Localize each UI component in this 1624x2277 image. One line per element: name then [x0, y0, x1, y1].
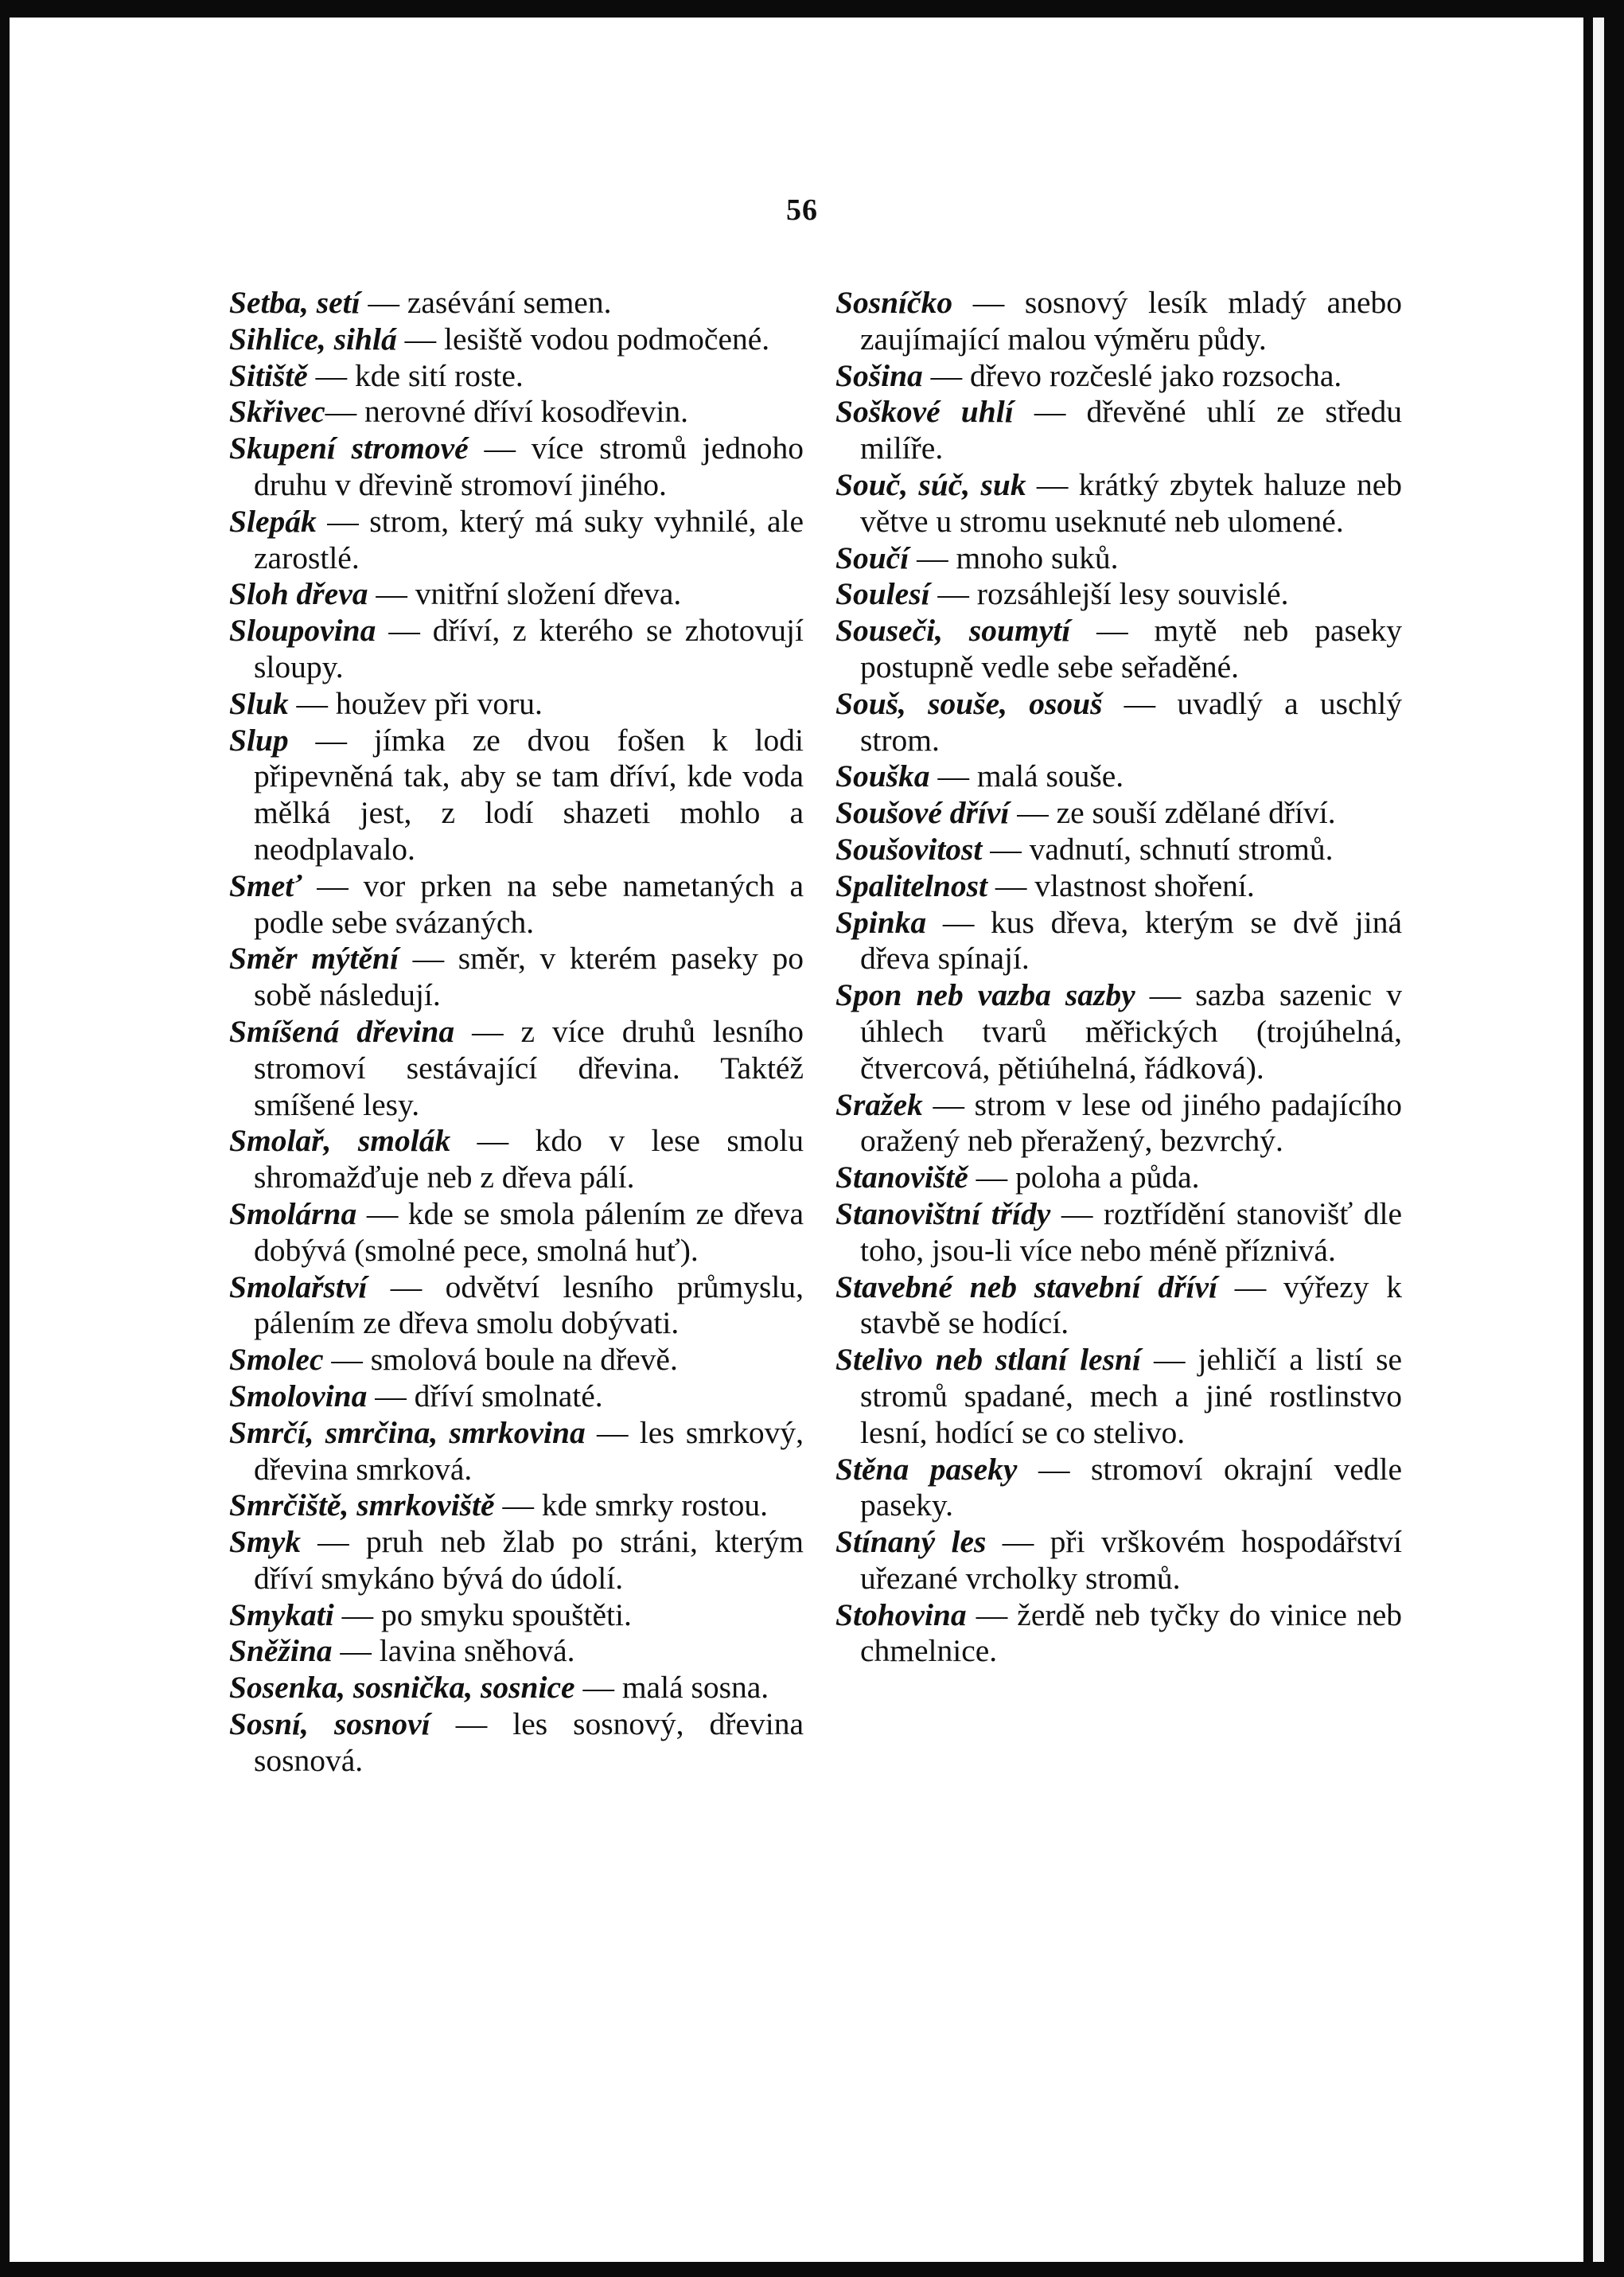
- dictionary-entry: [835, 1269, 1402, 1343]
- entry-term: Sošina: [835, 357, 923, 393]
- dictionary-entry: [229, 1415, 804, 1488]
- dictionary-entry: [229, 686, 804, 723]
- entry-definition: — po smyku spouštěti.: [333, 1597, 632, 1632]
- entry-term: Sosníčko: [835, 285, 953, 320]
- dictionary-entry: [835, 1342, 1402, 1451]
- entry-definition: — odvětví lesního průmyslu, pálením ze dřeva smolu dobývati.: [254, 1269, 804, 1341]
- entry-definition: — les smrkový, dřevina smrková.: [254, 1414, 804, 1487]
- dictionary-entry: [229, 358, 804, 395]
- entry-term: Smolovina: [229, 1378, 368, 1413]
- entry-definition: — kdo v lese smolu shromažďuje neb z dřeva pálí.: [254, 1123, 804, 1195]
- entry-term: Smeť: [229, 868, 302, 903]
- dictionary-entry: [835, 832, 1402, 868]
- entry-definition: — malá souše.: [929, 758, 1124, 794]
- entry-definition: — sosnový lesík mladý anebo zaujímající malou výměru půdy.: [860, 285, 1402, 357]
- dictionary-entry: [229, 1123, 804, 1196]
- entry-definition: — žerdě neb tyčky do vinice neb chmelnice.: [860, 1597, 1402, 1669]
- dictionary-entry: [229, 1342, 804, 1378]
- dictionary-entry: [229, 1706, 804, 1780]
- dictionary-entry: [229, 1670, 804, 1706]
- entry-term: Sosní, sosnoví: [229, 1706, 430, 1742]
- entry-term: Stínaný les: [835, 1524, 987, 1560]
- right-column: [835, 285, 1402, 1670]
- entry-definition: — roztřídění stanovišť dle toho, jsou-li více nebo méně příznivá.: [860, 1195, 1403, 1268]
- entry-definition: — při vrškovém hospodářství uřezané vrcholky stromů.: [860, 1524, 1402, 1596]
- entry-term: Stěna paseky: [835, 1451, 1018, 1487]
- entry-term: Stavebné neb stavební dříví: [835, 1269, 1217, 1304]
- entry-definition: — ze souší zdělané dříví.: [1009, 795, 1336, 831]
- entry-definition: — houžev při voru.: [288, 685, 543, 721]
- entry-definition: — více stromů jednoho druhu v dřevině stromoví jiného.: [254, 431, 804, 502]
- entry-definition: — z více druhů lesního stromoví sestávající dřevina. Taktéž smíšené lesy.: [254, 1013, 804, 1122]
- entry-definition: — vnitřní složení dřeva.: [368, 576, 682, 612]
- entry-term: Stelivo neb stlaní lesní: [835, 1342, 1141, 1378]
- entry-term: Sosenka, sosnička, sosnice: [229, 1670, 575, 1706]
- dictionary-entry: [229, 1196, 804, 1269]
- entry-term: Smolárna: [229, 1195, 357, 1231]
- entry-term: Sloupovina: [229, 613, 376, 649]
- dictionary-entry: [835, 285, 1402, 358]
- entry-definition: — kde smrky rostou.: [494, 1487, 768, 1523]
- dictionary-entry: [229, 1269, 804, 1343]
- entry-definition: — zasévání semen.: [360, 285, 612, 320]
- dictionary-entry: [835, 868, 1402, 905]
- entry-term: Setba, setí: [229, 285, 360, 320]
- entry-definition: — malá sosna.: [574, 1670, 769, 1706]
- dictionary-entry: [835, 1524, 1402, 1597]
- entry-definition: — smolová boule na dřevě.: [323, 1342, 678, 1378]
- entry-term: Smíšená dřevina: [229, 1013, 455, 1049]
- entry-definition: — kus dřeva, kterým se dvě jiná dřeva spínají.: [860, 904, 1402, 977]
- left-column: [229, 285, 804, 1780]
- entry-term: Soškové uhlí: [835, 394, 1014, 430]
- entry-definition: — dříví smolnaté.: [367, 1378, 603, 1413]
- entry-term: Stohovina: [835, 1597, 967, 1632]
- entry-definition: — rozsáhlejší lesy souvislé.: [929, 576, 1289, 612]
- entry-definition: — stromoví okrajní vedle paseky.: [860, 1451, 1402, 1523]
- dictionary-entry: [835, 758, 1402, 795]
- entry-term: Souška: [835, 758, 930, 794]
- entry-definition: — dříví, z kterého se zhotovují sloupy.: [254, 613, 804, 684]
- entry-term: Slup: [229, 722, 289, 758]
- dictionary-entry: [229, 285, 804, 322]
- entry-definition: — směr, v kterém paseky po sobě následují.: [254, 941, 804, 1013]
- dictionary-entry: [229, 613, 804, 686]
- entry-definition: — mnoho suků.: [909, 540, 1119, 575]
- dictionary-entry: [835, 1087, 1402, 1160]
- entry-definition: — strom v lese od jiného padajícího oražený neb přeražený, bezvrchý.: [860, 1086, 1402, 1159]
- entry-term: Spinka: [835, 904, 927, 940]
- dictionary-entry: [835, 1452, 1402, 1525]
- dictionary-entry: [229, 723, 804, 868]
- entry-term: Souseči, soumytí: [835, 613, 1071, 649]
- dictionary-entry: [835, 977, 1402, 1086]
- entry-term: Smykati: [229, 1597, 334, 1632]
- entry-definition: — kde sití roste.: [307, 357, 524, 393]
- dictionary-entry: [229, 1014, 804, 1123]
- dictionary-entry: [229, 868, 804, 942]
- entry-definition: — vadnutí, schnutí stromů.: [982, 831, 1334, 867]
- entry-definition: — strom, který má suky vyhnilé, ale zarostlé.: [254, 503, 804, 575]
- entry-term: Stanovištní třídy: [835, 1195, 1051, 1231]
- entry-term: Smolař, smolák: [229, 1123, 451, 1159]
- entry-term: Sihlice, sihlá: [229, 321, 397, 357]
- page-number: 56: [786, 193, 818, 227]
- dictionary-entry: [229, 576, 804, 613]
- entry-term: Skřivec: [229, 394, 325, 430]
- dictionary-entry: [229, 1378, 804, 1415]
- dictionary-entry: [835, 905, 1402, 978]
- entry-term: Smrčí, smrčina, smrkovina: [229, 1414, 586, 1450]
- entry-term: Slepák: [229, 503, 317, 539]
- entry-term: Směr mýtění: [229, 941, 399, 977]
- entry-term: Smrčiště, smrkoviště: [229, 1487, 495, 1523]
- entry-definition: — mytě neb paseky postupně vedle sebe seřaděné.: [860, 613, 1402, 684]
- dictionary-entry: [229, 941, 804, 1014]
- entry-definition: — jímka ze dvou fošen k lodi připevněná tak, aby se tam dříví, kde voda mělká jest, z lodí shazeti mohlo a neodplavalo.: [254, 722, 804, 867]
- entry-term: Sluk: [229, 685, 289, 721]
- entry-definition: — pruh neb žlab po stráni, kterým dříví smykáno bývá do údolí.: [254, 1524, 804, 1596]
- dictionary-entry: [835, 686, 1402, 759]
- entry-definition: — lavina sněhová.: [332, 1633, 575, 1669]
- entry-definition: — uvadlý a uschlý strom.: [860, 685, 1402, 758]
- entry-term: Skupení stromové: [229, 431, 469, 466]
- dictionary-entry: [229, 504, 804, 577]
- entry-term: Stanoviště: [835, 1160, 968, 1195]
- entry-term: Smolec: [229, 1342, 324, 1378]
- dictionary-entry: [835, 540, 1402, 577]
- dictionary-entry: [835, 795, 1402, 832]
- dictionary-entry: [229, 1633, 804, 1670]
- entry-definition: — jehličí a listí se stromů spadané, mech a jiné rostlinstvo lesní, hodící se co stelivo.: [860, 1342, 1402, 1450]
- entry-definition: — výřezy k stavbě se hodící.: [860, 1269, 1402, 1341]
- entry-term: Souč, súč, suk: [835, 466, 1026, 502]
- entry-term: Soulesí: [835, 576, 930, 612]
- entry-term: Součí: [835, 540, 909, 575]
- entry-definition: — sazba sazenic v úhlech tvarů měřických (trojúhelná, čtvercová, pětiúhelná, řádková).: [860, 977, 1402, 1086]
- entry-definition: — nerovné dříví kosodřevin.: [325, 394, 689, 430]
- entry-term: Sitiště: [229, 357, 308, 393]
- entry-term: Smolařství: [229, 1269, 368, 1304]
- dictionary-entry: [229, 1597, 804, 1634]
- entry-term: Sněžina: [229, 1633, 333, 1669]
- dictionary-entry: [835, 1196, 1402, 1269]
- entry-definition: — vor prken na sebe nametaných a podle sebe svázaných.: [254, 868, 804, 940]
- entry-definition: — dřevo rozčeslé jako rozsocha.: [922, 357, 1342, 393]
- entry-definition: — krátký zbytek haluze neb větve u stromu useknuté neb ulomené.: [860, 466, 1402, 539]
- dictionary-entry: [835, 1160, 1402, 1196]
- dictionary-entry: [229, 431, 804, 504]
- entry-term: Souš, souše, osouš: [835, 685, 1103, 721]
- entry-definition: — vlastnost shoření.: [987, 868, 1255, 903]
- dictionary-entry: [229, 322, 804, 358]
- dictionary-entry: [229, 1524, 804, 1597]
- entry-term: Spon neb vazba sazby: [835, 977, 1135, 1013]
- dictionary-entry: [835, 358, 1402, 395]
- dictionary-entry: [229, 394, 804, 431]
- dictionary-entry: [835, 613, 1402, 686]
- entry-term: Sloh dřeva: [229, 576, 368, 612]
- dictionary-entry: [835, 467, 1402, 540]
- entry-definition: — dřevěné uhlí ze středu milíře.: [860, 394, 1403, 466]
- entry-term: Smyk: [229, 1524, 301, 1560]
- entry-term: Spalitelnost: [835, 868, 987, 903]
- dictionary-entry: [835, 394, 1402, 467]
- entry-term: Soušovitost: [835, 831, 983, 867]
- entry-definition: — lesiště vodou podmočené.: [396, 321, 770, 357]
- page-edge: [1593, 18, 1604, 2262]
- dictionary-entry: [835, 576, 1402, 613]
- entry-definition: — kde se smola pálením ze dřeva dobývá (smolné pece, smolná huť).: [254, 1195, 804, 1268]
- entry-definition: — les sosnový, dřevina sosnová.: [254, 1706, 804, 1778]
- entry-definition: — poloha a půda.: [968, 1160, 1200, 1195]
- entry-term: Sražek: [835, 1086, 923, 1122]
- dictionary-entry: [229, 1487, 804, 1524]
- dictionary-entry: [835, 1597, 1402, 1671]
- entry-term: Soušové dříví: [835, 795, 1010, 831]
